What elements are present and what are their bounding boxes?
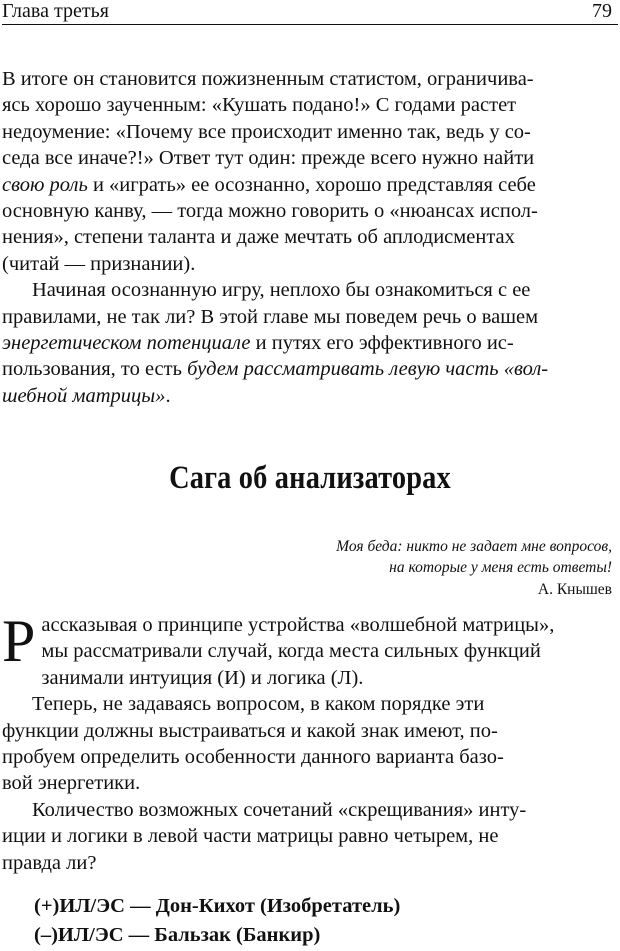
- running-head: [2, 0, 618, 25]
- text-line: Теперь, не задаваясь вопросом, в каком порядке эти: [32, 693, 485, 716]
- section-body: [2, 608, 612, 876]
- text-line: В итоге он становится пожизненным статистом, ограничива-: [2, 68, 534, 90]
- chapter-title: Глава третья: [2, 0, 109, 22]
- emphasis-text: энергетическом потенциале: [2, 332, 251, 355]
- text-line: вой энергетики.: [2, 772, 141, 795]
- type-item: (+)ИЛ/ЭС — Дон-Кихот (Изобретатель): [34, 895, 401, 917]
- text-line: правилами, не так ли? В этой главе мы поведем речь о вашем: [2, 305, 539, 328]
- text-line: пользования, то есть: [2, 358, 188, 381]
- text-line: занимали интуиция (И) и логика (Л).: [41, 666, 364, 689]
- text-line: пробуем определить особенности данного варианта базо-: [2, 746, 504, 769]
- text-line: нения», степени таланта и даже мечтать об аплодисментах: [2, 226, 515, 249]
- body-paragraph-1: [2, 608, 612, 691]
- text-line: ясь хорошо заученным: «Кушать подано!» С годами растет: [2, 94, 517, 117]
- type-list: [34, 892, 400, 950]
- section-heading: Сага об анализаторах: [169, 460, 451, 496]
- text-line: иции и логики в левой части матрицы равно четырем, не: [2, 825, 499, 848]
- intro-paragraph-1: [2, 66, 612, 277]
- epigraph-line: Моя беда: никто не задает мне вопросов,: [336, 538, 612, 555]
- text-line: ассказывая о принципе устройства «волшебной матрицы»,: [41, 614, 555, 636]
- text-line: и «играть» ее осознанно, хорошо представляя себе: [87, 173, 536, 196]
- body-paragraph-3: [2, 797, 612, 876]
- type-item: (–)ИЛ/ЭС — Бальзак (Банкир): [34, 924, 321, 946]
- text-line: (читай — признании).: [2, 252, 196, 275]
- text-line: и путях его эффективного ис-: [250, 332, 514, 355]
- text-line: мы рассматривали случай, когда места сильных функций: [41, 640, 541, 663]
- body-paragraph-2: [2, 691, 612, 797]
- drop-cap: Р: [2, 608, 36, 674]
- text-line: .: [165, 384, 171, 407]
- text-line: функции должны выстраиваться и какой знак имеют, по-: [2, 719, 498, 742]
- text-line: основную канву, — тогда можно говорить о «нюансах испол-: [2, 200, 538, 223]
- text-line: Начиная осознанную игру, неплохо бы ознакомиться с ее: [32, 279, 531, 302]
- text-line: правда ли?: [2, 851, 97, 874]
- emphasis-text: шебной матрицы»: [2, 384, 166, 407]
- epigraph: [192, 536, 612, 578]
- epigraph-line: на которые у меня есть ответы!: [389, 559, 612, 576]
- emphasis-text: будем рассматривать левую часть «вол-: [187, 358, 549, 381]
- text-line: недоумение: «Почему все происходит именно так, ведь у со-: [2, 120, 531, 143]
- emphasis-text: свою роль: [2, 173, 88, 196]
- intro-text: [2, 66, 612, 409]
- text-line: седа все иначе?!» Ответ тут один: прежде всего нужно найти: [2, 147, 535, 170]
- text-line: Количество возможных сочетаний «скрещивания» инту-: [32, 798, 527, 821]
- intro-paragraph-2: [2, 277, 612, 409]
- epigraph-author: А. Кнышев: [537, 581, 612, 598]
- page-number: 79: [592, 0, 612, 22]
